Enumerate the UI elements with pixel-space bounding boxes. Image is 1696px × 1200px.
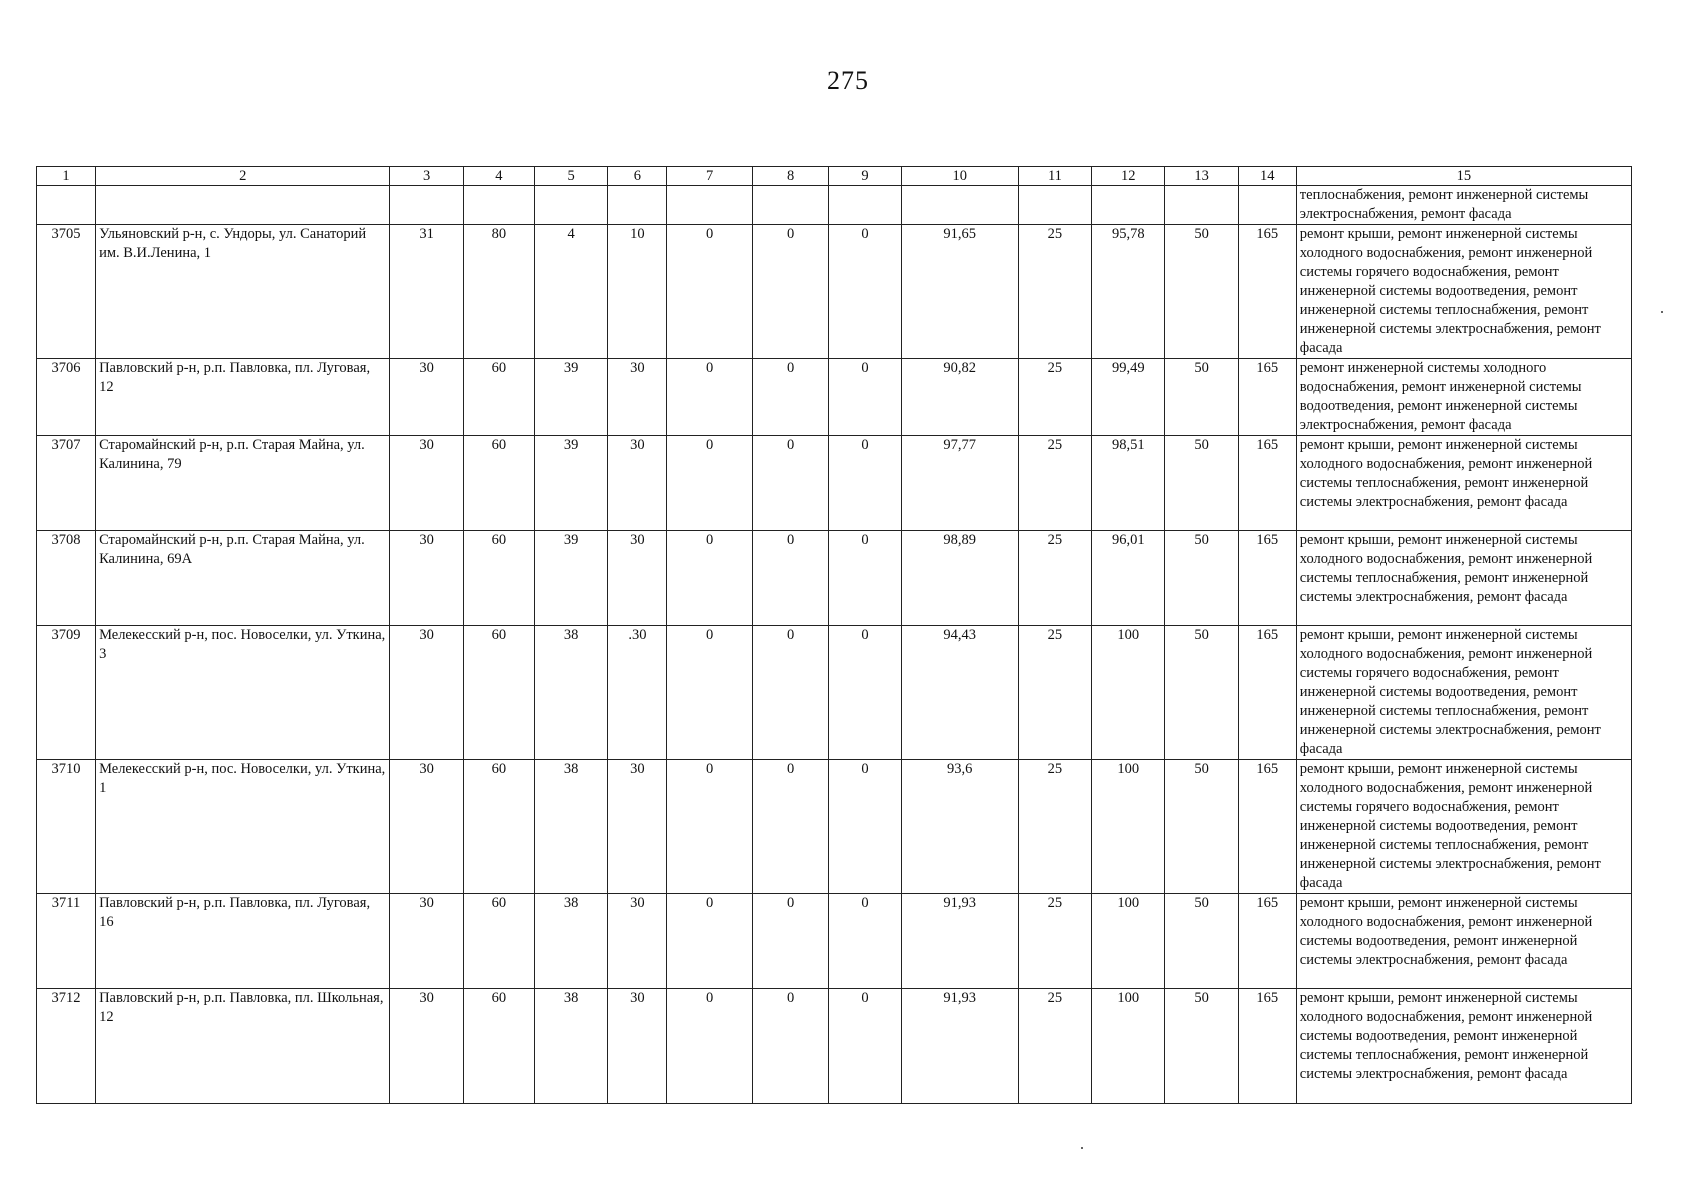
table-cell: 50 (1165, 359, 1238, 436)
table-cell: Мелекесский р-н, пос. Новоселки, ул. Уткина, 1 (96, 760, 390, 894)
table-cell: 165 (1238, 760, 1296, 894)
table-cell: ремонт инженерной системы холодного водоснабжения, ремонт инженерной системы водоотведения, ремонт инженерной системы электроснабжения, ремонт фасада (1296, 359, 1631, 436)
table-cell: 30 (608, 359, 667, 436)
table-cell: 39 (535, 531, 608, 626)
column-header: 11 (1018, 167, 1091, 186)
column-header: 12 (1092, 167, 1165, 186)
table-cell: 0 (667, 359, 753, 436)
table-cell: 0 (752, 359, 828, 436)
table-cell: 0 (752, 894, 828, 989)
column-header: 2 (96, 167, 390, 186)
table-cell: 50 (1165, 760, 1238, 894)
table-cell: 3705 (37, 225, 96, 359)
table-cell: ремонт крыши, ремонт инженерной системы холодного водоснабжения, ремонт инженерной системы водоотведения, ремонт инженерной системы электроснабжения, ремонт фасада (1296, 894, 1631, 989)
column-header: 10 (901, 167, 1018, 186)
table-cell (1092, 186, 1165, 225)
table-cell: Старомайнский р-н, р.п. Старая Майна, ул. Калинина, 79 (96, 436, 390, 531)
table-cell: 30 (608, 894, 667, 989)
table-cell: 165 (1238, 894, 1296, 989)
table-cell: 3708 (37, 531, 96, 626)
table-cell: 30 (390, 894, 463, 989)
table-cell: 0 (829, 626, 901, 760)
table-row (37, 531, 1632, 626)
table-cell: 60 (463, 359, 534, 436)
table-cell: 50 (1165, 531, 1238, 626)
table-cell: 0 (667, 436, 753, 531)
table-cell: 165 (1238, 436, 1296, 531)
table-row (37, 894, 1632, 989)
column-header: 8 (752, 167, 828, 186)
table-cell: 3707 (37, 436, 96, 531)
table-cell: 25 (1018, 894, 1091, 989)
column-header: 5 (535, 167, 608, 186)
table-cell (667, 186, 753, 225)
table-cell: Павловский р-н, р.п. Павловка, пл. Луговая, 12 (96, 359, 390, 436)
table-cell (901, 186, 1018, 225)
column-header: 4 (463, 167, 534, 186)
table-row (37, 225, 1632, 359)
table-cell: ремонт крыши, ремонт инженерной системы холодного водоснабжения, ремонт инженерной системы водоотведения, ремонт инженерной системы теплоснабжения, ремонт инженерной системы электроснабжения, ремонт фасада (1296, 989, 1631, 1104)
table-cell (37, 186, 96, 225)
table-cell: 0 (829, 359, 901, 436)
table-cell: 30 (390, 760, 463, 894)
table-cell (390, 186, 463, 225)
table-cell: 38 (535, 894, 608, 989)
table-cell: 0 (752, 626, 828, 760)
table-cell: ремонт крыши, ремонт инженерной системы холодного водоснабжения, ремонт инженерной системы горячего водоснабжения, ремонт инженерной системы водоотведения, ремонт инженерной системы теплоснабжения, ремонт инженерной системы электроснабжения, ремонт фасада (1296, 626, 1631, 760)
table-cell: 80 (463, 225, 534, 359)
table-cell: 0 (829, 989, 901, 1104)
table-cell: 0 (752, 760, 828, 894)
table-cell: Павловский р-н, р.п. Павловка, пл. Луговая, 16 (96, 894, 390, 989)
table-cell (829, 186, 901, 225)
table-cell: 0 (667, 626, 753, 760)
table-row (37, 359, 1632, 436)
table-cell: 39 (535, 359, 608, 436)
table-cell: 60 (463, 760, 534, 894)
table-cell: 95,78 (1092, 225, 1165, 359)
table-cell: 0 (752, 989, 828, 1104)
table-cell: 94,43 (901, 626, 1018, 760)
table-cell: ремонт крыши, ремонт инженерной системы холодного водоснабжения, ремонт инженерной системы горячего водоснабжения, ремонт инженерной системы водоотведения, ремонт инженерной системы теплоснабжения, ремонт инженерной системы электроснабжения, ремонт фасада (1296, 225, 1631, 359)
table-cell: 25 (1018, 531, 1091, 626)
continuation-row (37, 186, 1632, 225)
table-cell: 50 (1165, 626, 1238, 760)
table-cell: 50 (1165, 225, 1238, 359)
column-header: 1 (37, 167, 96, 186)
table-cell: ремонт крыши, ремонт инженерной системы холодного водоснабжения, ремонт инженерной системы теплоснабжения, ремонт инженерной системы электроснабжения, ремонт фасада (1296, 531, 1631, 626)
table-cell: 30 (390, 531, 463, 626)
scan-speck (1661, 311, 1663, 313)
table-cell: 3710 (37, 760, 96, 894)
table-cell: Старомайнский р-н, р.п. Старая Майна, ул. Калинина, 69А (96, 531, 390, 626)
table-cell: 0 (667, 760, 753, 894)
table-cell: 0 (667, 894, 753, 989)
table-cell (463, 186, 534, 225)
table-cell: 31 (390, 225, 463, 359)
table-cell: 30 (390, 436, 463, 531)
table-cell: 30 (608, 531, 667, 626)
table-cell: 98,51 (1092, 436, 1165, 531)
column-header: 7 (667, 167, 753, 186)
table-cell: 38 (535, 760, 608, 894)
table-cell: 0 (667, 989, 753, 1104)
table-cell: 0 (667, 225, 753, 359)
column-header: 14 (1238, 167, 1296, 186)
table-cell (608, 186, 667, 225)
table-cell: 60 (463, 626, 534, 760)
table-cell: 50 (1165, 894, 1238, 989)
table-cell: 3709 (37, 626, 96, 760)
table-cell: 30 (390, 626, 463, 760)
table-cell: 96,01 (1092, 531, 1165, 626)
table-cell: 25 (1018, 989, 1091, 1104)
table-cell: Мелекесский р-н, пос. Новоселки, ул. Уткина, 3 (96, 626, 390, 760)
table-cell: 0 (752, 436, 828, 531)
table-cell (1165, 186, 1238, 225)
table-cell (535, 186, 608, 225)
table-cell: 30 (608, 760, 667, 894)
table-cell: 100 (1092, 894, 1165, 989)
table-cell: 38 (535, 989, 608, 1104)
table-cell: 50 (1165, 989, 1238, 1104)
table-cell: теплоснабжения, ремонт инженерной системы электроснабжения, ремонт фасада (1296, 186, 1631, 225)
table-cell: Ульяновский р-н, с. Ундоры, ул. Санаторий им. В.И.Ленина, 1 (96, 225, 390, 359)
table-cell (1238, 186, 1296, 225)
table-cell: 30 (608, 989, 667, 1104)
table-cell: 0 (829, 894, 901, 989)
table-cell: 90,82 (901, 359, 1018, 436)
table-cell: 100 (1092, 760, 1165, 894)
page-number: 275 (827, 66, 869, 95)
table-cell: 25 (1018, 436, 1091, 531)
table-cell: 100 (1092, 989, 1165, 1104)
table-cell: 38 (535, 626, 608, 760)
table-cell: 3711 (37, 894, 96, 989)
table-cell: 99,49 (1092, 359, 1165, 436)
table-cell: 100 (1092, 626, 1165, 760)
table-cell: 0 (752, 225, 828, 359)
table-cell (1018, 186, 1091, 225)
table-row (37, 760, 1632, 894)
table-cell (96, 186, 390, 225)
table-cell: 165 (1238, 531, 1296, 626)
table-cell: 60 (463, 989, 534, 1104)
table-cell: 0 (829, 760, 901, 894)
table-row (37, 989, 1632, 1104)
table-cell: 3706 (37, 359, 96, 436)
table-cell: 91,65 (901, 225, 1018, 359)
table-cell: 10 (608, 225, 667, 359)
table-cell: 30 (390, 359, 463, 436)
table-cell: 93,6 (901, 760, 1018, 894)
table-cell: 165 (1238, 989, 1296, 1104)
table-cell: 0 (829, 436, 901, 531)
table-cell: 50 (1165, 436, 1238, 531)
column-header: 13 (1165, 167, 1238, 186)
table-cell: 91,93 (901, 894, 1018, 989)
column-header: 9 (829, 167, 901, 186)
table-cell: 60 (463, 894, 534, 989)
table-cell: 25 (1018, 626, 1091, 760)
table-cell: 0 (829, 531, 901, 626)
table-cell: 25 (1018, 359, 1091, 436)
table-cell: 4 (535, 225, 608, 359)
table-row (37, 436, 1632, 531)
table-cell: 165 (1238, 359, 1296, 436)
table-cell: 30 (608, 436, 667, 531)
table-cell: 91,93 (901, 989, 1018, 1104)
table-cell: 25 (1018, 225, 1091, 359)
table-row (37, 626, 1632, 760)
table-cell: .30 (608, 626, 667, 760)
table-cell: 97,77 (901, 436, 1018, 531)
table-cell: 0 (752, 531, 828, 626)
table-cell: 0 (667, 531, 753, 626)
table-cell: Павловский р-н, р.п. Павловка, пл. Школьная, 12 (96, 989, 390, 1104)
table-cell: 165 (1238, 626, 1296, 760)
table-cell: 3712 (37, 989, 96, 1104)
table-cell: ремонт крыши, ремонт инженерной системы холодного водоснабжения, ремонт инженерной системы теплоснабжения, ремонт инженерной системы электроснабжения, ремонт фасада (1296, 436, 1631, 531)
table-cell: 60 (463, 531, 534, 626)
column-header: 3 (390, 167, 463, 186)
scan-speck (1081, 1147, 1083, 1149)
table-cell: 98,89 (901, 531, 1018, 626)
table-cell: 39 (535, 436, 608, 531)
table-cell: 30 (390, 989, 463, 1104)
column-header: 6 (608, 167, 667, 186)
table-cell (752, 186, 828, 225)
table-cell: 25 (1018, 760, 1091, 894)
table-cell: 0 (829, 225, 901, 359)
table-cell: ремонт крыши, ремонт инженерной системы холодного водоснабжения, ремонт инженерной системы горячего водоснабжения, ремонт инженерной системы водоотведения, ремонт инженерной системы теплоснабжения, ремонт инженерной системы электроснабжения, ремонт фасада (1296, 760, 1631, 894)
table-cell: 165 (1238, 225, 1296, 359)
header-row (37, 167, 1632, 186)
data-table (36, 166, 1632, 1104)
column-header: 15 (1296, 167, 1631, 186)
table-cell: 60 (463, 436, 534, 531)
